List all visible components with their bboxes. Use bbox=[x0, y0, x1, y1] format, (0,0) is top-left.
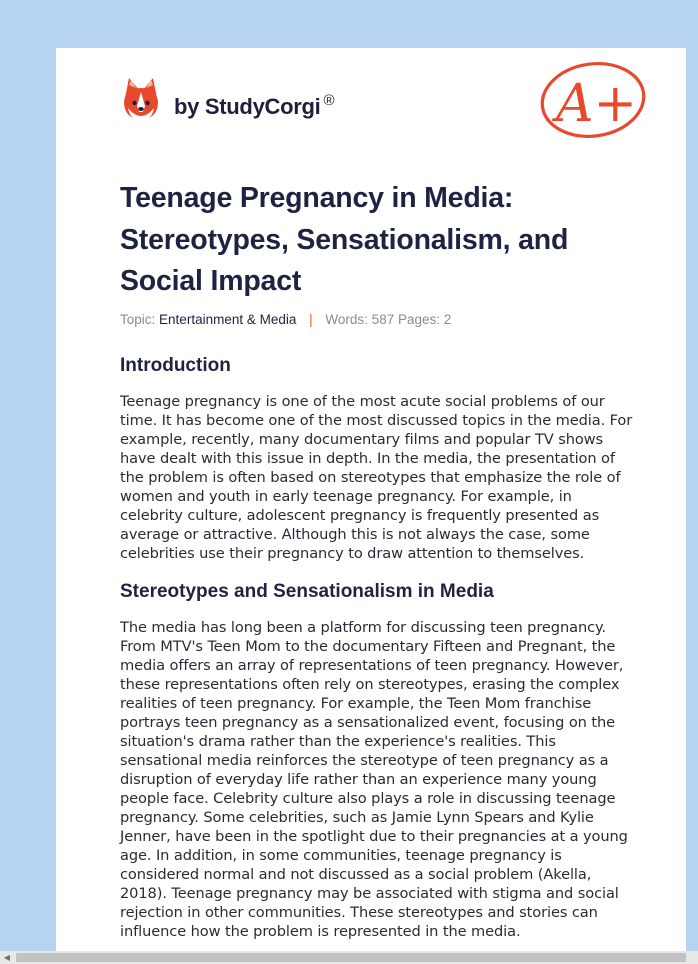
document-page bbox=[56, 48, 686, 952]
a-plus-grade-badge bbox=[538, 58, 648, 140]
article-meta: Topic: Entertainment & Media | Words: 587 Pages: 2 bbox=[120, 312, 452, 327]
scrollbar-thumb[interactable] bbox=[16, 953, 686, 962]
section-paragraph-stereotypes: The media has long been a platform for discussing teen pregnancy. From MTV's Teen Mom to the documentary Fifteen and Pregnant, the media offers an array of representations of teen pregnancy. However, these representations often rely on stereotypes, erasing the complex realities of teen pregnancy. For example, the Teen Mom franchise portrays teen pregnancy as a sensationalized event, focusing on the situation's drama rather than the experience's realities. This sensational media reinforces the stereotype of teen pregnancy as a disruption of everyday life rather than an experience many young people face. Celebrity culture also plays a role in discussing teenage pregnancy. Some celebrities, such as Jamie Lynn Spears and Kylie Jenner, have been in the spotlight due to their pregnancies at a young age. In addition, in some communities, teenage pregnancy is considered normal and not discussed as a social problem (Akella, 2018). Teenage pregnancy may be associated with stigma and social rejection in other communities. These stereotypes and stories can influence how the problem is represented in the media. bbox=[120, 619, 628, 940]
section-heading-introduction: Introduction bbox=[120, 355, 231, 376]
scroll-left-arrow-icon[interactable]: ◀ bbox=[3, 953, 11, 962]
topic-link[interactable]: Entertainment & Media bbox=[159, 312, 297, 327]
corgi-logo-icon bbox=[122, 76, 160, 124]
article-title: Teenage Pregnancy in Media: Stereotypes, Sensationalism, and Social Impact bbox=[120, 182, 569, 297]
horizontal-scrollbar[interactable] bbox=[0, 951, 698, 964]
grade-text: A+ bbox=[556, 74, 638, 134]
brand-name[interactable]: by StudyCorgi ® bbox=[174, 92, 335, 119]
section-heading-stereotypes: Stereotypes and Sensationalism in Media bbox=[120, 581, 494, 602]
section-paragraph-introduction: Teenage pregnancy is one of the most acute social problems of our time. It has become one of the most discussed topics in the media. For example, recently, many documentary films and popular TV shows have dealt with this issue in depth. In the media, the presentation of the problem is often based on stereotypes that emphasize the role of women and youth in early teenage pregnancy. For example, in celebrity culture, adolescent pregnancy is frequently presented as average or attractive. Although this is not always the case, some celebrities use their pregnancy to draw attention to themselves. bbox=[120, 393, 633, 562]
